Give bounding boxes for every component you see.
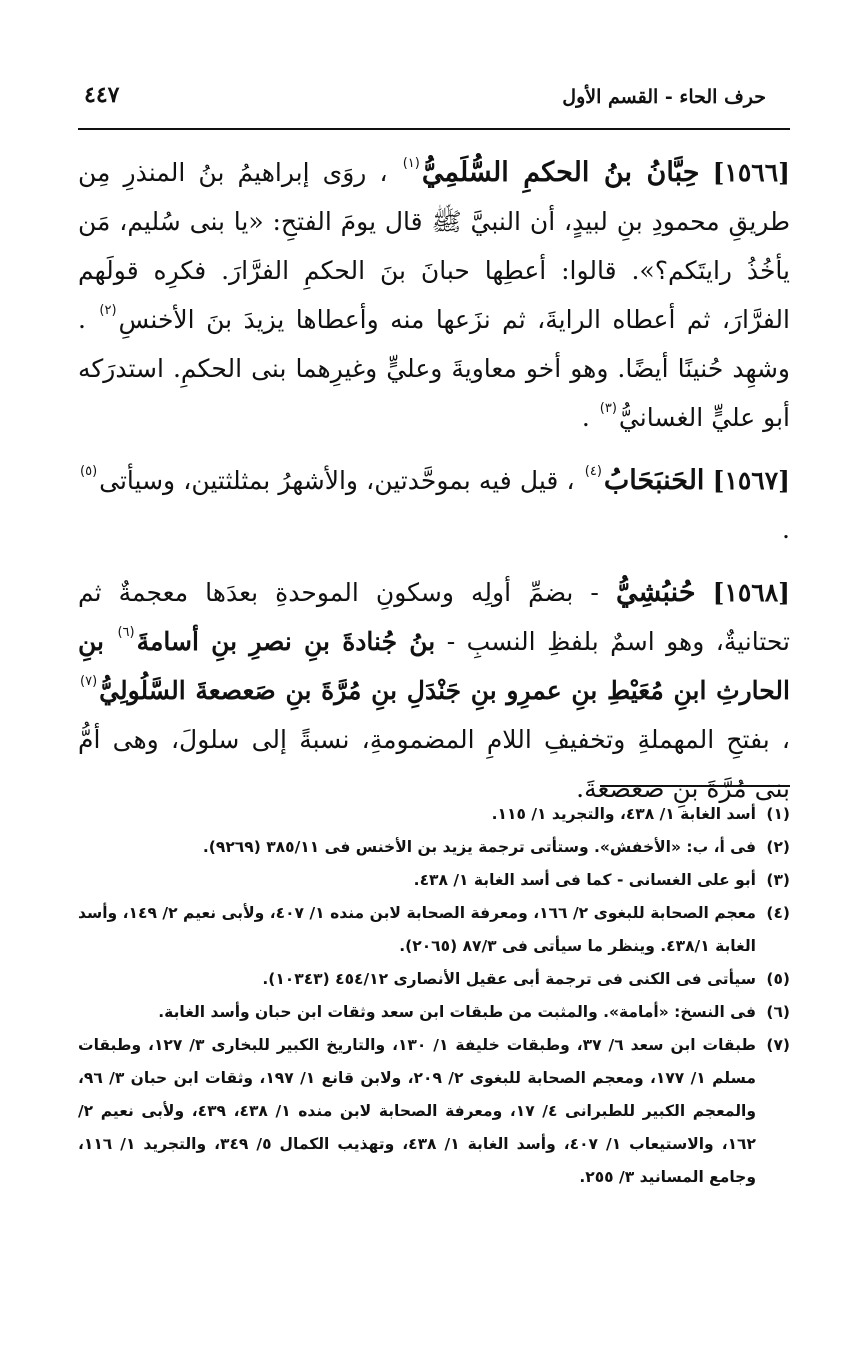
entry-1567: [78, 456, 790, 554]
entry-lineage: بنِ الحارثِ ابنِ مُعَيْطِ بنِ عمرِو بنِ جَنْدَلِ بنِ مُرَّةَ بنِ صَعصعةَ السَّلُولِيُّ: [78, 627, 790, 705]
footnote-marker[interactable]: (٦): [117, 625, 135, 640]
entry-name: حُنبُشِيُّ: [615, 577, 696, 608]
footnote-number: (٤): [766, 904, 790, 922]
running-head: حرف الحاء - القسم الأول: [562, 86, 766, 108]
entry-text: ، قيل فيه بموحَّدتين، والأشهرُ بمثلثتين، وسيأتى: [99, 466, 575, 495]
page-header: [78, 78, 790, 120]
entry-number: [١٥٦٨]: [712, 578, 790, 607]
footnote-marker[interactable]: (٥): [80, 464, 98, 479]
entry-text: - بضمِّ أولِه وسكونِ الموحدةِ بعدَها معجمةٌ ثم تحتانيةٌ، وهو اسمٌ بلفظِ النسبِ -: [78, 578, 790, 656]
entry-name: حِبَّانُ بنُ الحكمِ السُّلَمِيُّ: [421, 157, 700, 188]
footnote-text: معجم الصحابة للبغوى ٢/ ١٦٦، ومعرفة الصحابة لابن منده ١/ ٤٠٧، ولأبى نعيم ٢/ ١٤٩، وأسد الغابة ٤٣٨/١. وينظر ما سيأتى فى ٨٧/٣ (٢٠٦٥).: [78, 904, 757, 955]
footnote-number: (١): [766, 805, 790, 823]
footnote: [78, 1029, 790, 1194]
footnote-number: (٢): [766, 838, 790, 856]
entry-1568: [78, 568, 790, 813]
footnote-text: أبو على الغسانى - كما فى أسد الغابة ١/ ٤٣٨.: [413, 871, 756, 889]
entry-1566: [78, 148, 790, 442]
footnote-text: سيأتى فى الكنى فى ترجمة أبى عقيل الأنصارى ٤٥٤/١٢ (١٠٣٤٣).: [262, 970, 756, 988]
footnote: [78, 798, 790, 831]
entry-text: . وشهِد حُنينًا أيضًا. وهو أخو معاويةَ وعليٍّ وغيرِهما بنى الحكمِ. استدرَكه أبو عليٍّ الغسانيُّ: [78, 305, 790, 432]
entry-text: ، بفتحِ المهملةِ وتخفيفِ اللامِ المضمومةِ، نسبةً إلى سلولَ، وهى أمُّ بنى مُرَّةَ بنِ صعصعةَ.: [78, 725, 790, 803]
footnote-text: أسد الغابة ١/ ٤٣٨، والتجريد ١/ ١١٥.: [491, 805, 756, 823]
page-number: ٤٤٧: [84, 82, 120, 108]
main-text: [78, 148, 790, 827]
footnote: [78, 831, 790, 864]
footnote: [78, 996, 790, 1029]
entry-text: .: [581, 403, 590, 432]
entry-text: ، روَى إبراهيمُ بنُ المنذرِ مِن طريقِ محمودِ بنِ لبيدٍ، أن النبيَّ ﷺ قال يومَ الفتحِ: «يا بنى سُليم، مَن يأخُذُ رايتَكم؟». قالوا: أعطِها حبانَ بنَ الحكمِ الفرَّارَ. فكرِه قولَهم الفرَّارَ، ثم أعطاه الرايةَ، ثم نزَعها منه وأعطاها يزيدَ بنَ الأخنسِ: [78, 158, 790, 334]
entry-name: الحَنبَحَابُ: [603, 465, 705, 496]
footnote-rule: [600, 785, 790, 787]
footnote-number: (٧): [766, 1036, 790, 1054]
footnote-text: فى النسخ: «أمامة». والمثبت من طبقات ابن سعد وثقات ابن حبان وأسد الغابة.: [158, 1003, 756, 1021]
footnote-number: (٥): [766, 970, 790, 988]
entry-lineage: بنُ جُنادةَ بنِ نصرِ بنِ أسامةَ: [136, 627, 436, 656]
entry-number: [١٥٦٧]: [712, 466, 791, 495]
footnote-number: (٦): [766, 1003, 790, 1021]
footnote-marker[interactable]: (٧): [80, 674, 98, 689]
footnote-marker[interactable]: (١): [402, 156, 420, 171]
footnote-text: فى أ، ب: «الأخفش». وستأتى ترجمة يزيد بن الأخنس فى ٣٨٥/١١ (٩٢٦٩).: [202, 838, 756, 856]
footnote-text: طبقات ابن سعد ٦/ ٣٧، وطبقات خليفة ١/ ١٣٠، والتاريخ الكبير للبخارى ٣/ ١٢٧، وطبقات مسلم ١/ ١٧٧، ومعجم الصحابة للبغوى ٢/ ٢٠٩، ولابن قانع ١/ ١٩٧، وثقات ابن حبان ٣/ ٩٦، والمعجم الكبير للطبرانى ٤/ ١٧، ومعرفة الصحابة لابن منده ١/ ٤٣٨، ٤٣٩، ولأبى نعيم ٢/ ١٦٢، والاستيعاب ١/ ٤٠٧، وأسد الغابة ١/ ٤٣٨، وتهذيب الكمال ٥/ ٣٤٩، والتجريد ١/ ١١٦، وجامع المسانيد ٣/ ٢٥٥.: [78, 1036, 756, 1186]
entry-text: .: [782, 515, 790, 544]
footnotes: [78, 798, 790, 1194]
footnote-marker[interactable]: (٣): [599, 401, 617, 416]
header-rule: [78, 128, 790, 130]
footnote: [78, 897, 790, 963]
footnote: [78, 963, 790, 996]
footnote-number: (٣): [766, 871, 790, 889]
footnote-marker[interactable]: (٤): [584, 464, 602, 479]
footnote-marker[interactable]: (٢): [99, 303, 117, 318]
entry-number: [١٥٦٦]: [712, 158, 790, 187]
footnote: [78, 864, 790, 897]
